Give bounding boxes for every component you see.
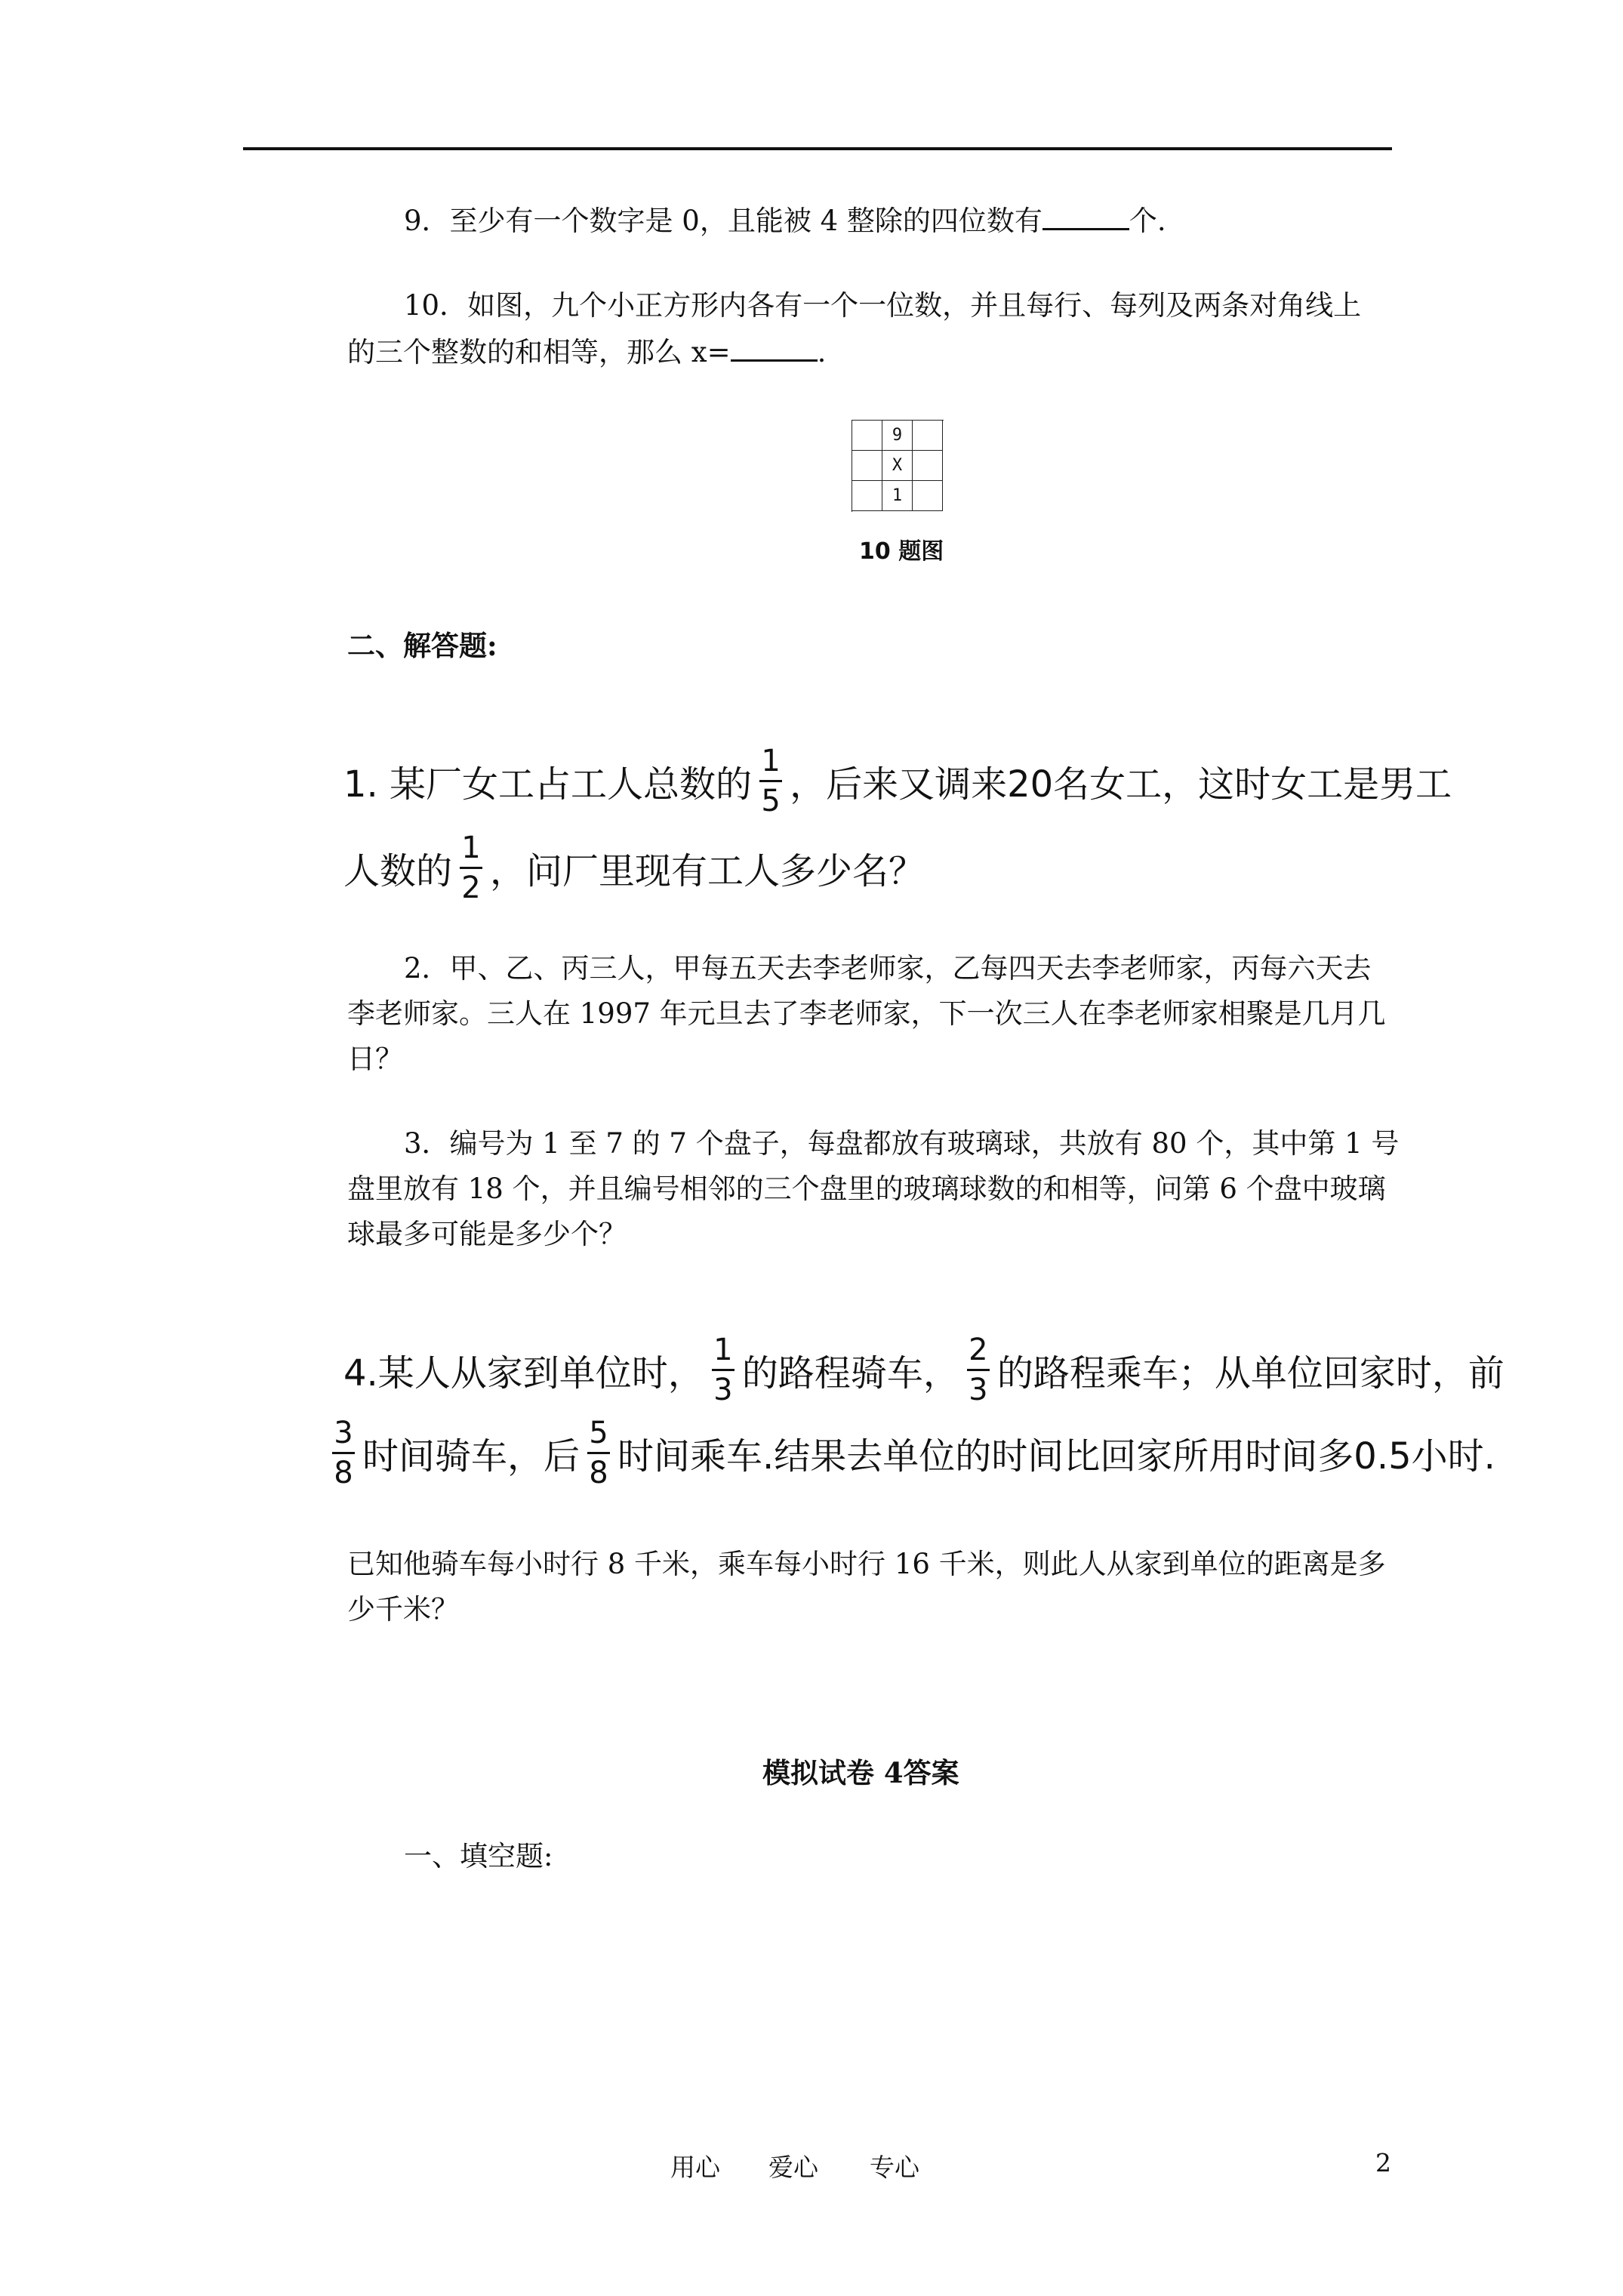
fraction-bar bbox=[759, 780, 782, 782]
problem-4-line4: 少千米？ bbox=[347, 1593, 459, 1626]
denominator: 3 bbox=[713, 1373, 733, 1407]
q9-text: 9．至少有一个数字是 0，且能被 4 整除的四位数有 bbox=[404, 205, 1042, 237]
q10-text: 的三个整数的和相等，那么 x= bbox=[347, 336, 731, 368]
problem-1-line1 bbox=[343, 744, 1452, 818]
numerator: 1 bbox=[461, 831, 481, 865]
grid-cell bbox=[913, 421, 943, 451]
grid-cell bbox=[913, 481, 943, 511]
p4-text-c: 的路程乘车；从单位回家时，前 bbox=[996, 1352, 1504, 1395]
question-10-line2 bbox=[347, 325, 826, 380]
grid-cell bbox=[852, 481, 882, 511]
numerator: 2 bbox=[969, 1333, 988, 1367]
numerator: 1 bbox=[761, 744, 781, 778]
fraction-bar bbox=[332, 1452, 355, 1454]
fraction bbox=[759, 744, 782, 818]
problem-1-line2 bbox=[343, 831, 925, 905]
q10-end: . bbox=[817, 336, 827, 368]
p4-text-a: 4.某人从家到单位时， bbox=[343, 1352, 704, 1395]
answer-section-heading: 一、填空题: bbox=[404, 1840, 553, 1872]
grid-cell bbox=[852, 421, 882, 451]
magic-square-grid bbox=[852, 420, 944, 512]
problem-3-line3: 球最多可能是多少个？ bbox=[347, 1218, 627, 1250]
denominator: 8 bbox=[589, 1456, 608, 1490]
answer-blank bbox=[1042, 203, 1129, 230]
fraction-bar bbox=[587, 1452, 610, 1454]
problem-3-line1: 3．编号为 1 至 7 的 7 个盘子，每盘都放有玻璃球，共放有 80 个，其中第 1 号 bbox=[404, 1127, 1400, 1160]
numerator: 5 bbox=[589, 1416, 608, 1450]
fraction bbox=[332, 1416, 355, 1490]
fraction-bar bbox=[967, 1369, 990, 1371]
answer-blank bbox=[731, 334, 818, 362]
p4-text-e: 时间乘车.结果去单位的时间比回家所用时间多0.5小时. bbox=[617, 1435, 1495, 1478]
denominator: 3 bbox=[969, 1373, 988, 1407]
page-number: 2 bbox=[1375, 2148, 1391, 2177]
question-9 bbox=[404, 193, 1166, 248]
fraction bbox=[587, 1416, 610, 1490]
question-10-line1: 10．如图，九个小正方形内各有一个一位数，并且每行、每列及两条对角线上 bbox=[404, 289, 1362, 322]
header-rule bbox=[243, 147, 1392, 150]
numerator: 3 bbox=[334, 1416, 353, 1450]
fraction bbox=[460, 831, 482, 905]
numerator: 1 bbox=[713, 1333, 733, 1367]
denominator: 8 bbox=[334, 1456, 353, 1490]
fraction bbox=[712, 1333, 735, 1407]
problem-4-line3: 已知他骑车每小时行 8 千米，乘车每小时行 16 千米，则此人从家到单位的距离是多 bbox=[347, 1548, 1386, 1580]
problem-3-line2: 盘里放有 18 个，并且编号相邻的三个盘里的玻璃球数的和相等，问第 6 个盘中玻璃 bbox=[347, 1173, 1386, 1205]
denominator: 5 bbox=[761, 784, 781, 818]
p1-text-a: 1. 某厂女工占工人总数的 bbox=[343, 763, 753, 806]
grid-cell bbox=[852, 451, 882, 481]
fraction-bar bbox=[460, 867, 482, 869]
grid-cell: 1 bbox=[882, 481, 913, 511]
figure-caption: 10 题图 bbox=[859, 538, 944, 565]
p4-text-b: 的路程骑车， bbox=[741, 1352, 959, 1395]
grid-cell: 9 bbox=[882, 421, 913, 451]
problem-2-line2: 李老师家。三人在 1997 年元旦去了李老师家，下一次三人在李老师家相聚是几月几 bbox=[347, 997, 1386, 1030]
footer-text: 爱心 bbox=[768, 2153, 818, 2182]
problem-2-line3: 日？ bbox=[347, 1043, 403, 1075]
problem-2-line1: 2．甲、乙、丙三人，甲每五天去李老师家，乙每四天去李老师家，丙每六天去 bbox=[404, 952, 1372, 985]
problem-4-line1 bbox=[343, 1333, 1504, 1407]
fraction-bar bbox=[712, 1369, 735, 1371]
section-heading: 二、解答题: bbox=[347, 629, 497, 662]
footer-text: 专心 bbox=[870, 2153, 919, 2182]
p1-text-d: ，问厂里现有工人多少名？ bbox=[490, 850, 925, 892]
answer-title: 模拟试卷 4答案 bbox=[762, 1756, 959, 1789]
fraction bbox=[967, 1333, 990, 1407]
grid-cell: X bbox=[882, 451, 913, 481]
grid-cell bbox=[913, 451, 943, 481]
p4-text-d: 时间骑车，后 bbox=[362, 1435, 581, 1478]
problem-4-line2 bbox=[332, 1416, 1495, 1490]
p1-text-b: ，后来又调来20名女工，这时女工是男工 bbox=[790, 763, 1452, 806]
p1-text-c: 人数的 bbox=[343, 850, 453, 892]
denominator: 2 bbox=[461, 871, 481, 905]
footer-text: 用心 bbox=[670, 2153, 720, 2182]
q9-end: 个. bbox=[1129, 205, 1166, 237]
